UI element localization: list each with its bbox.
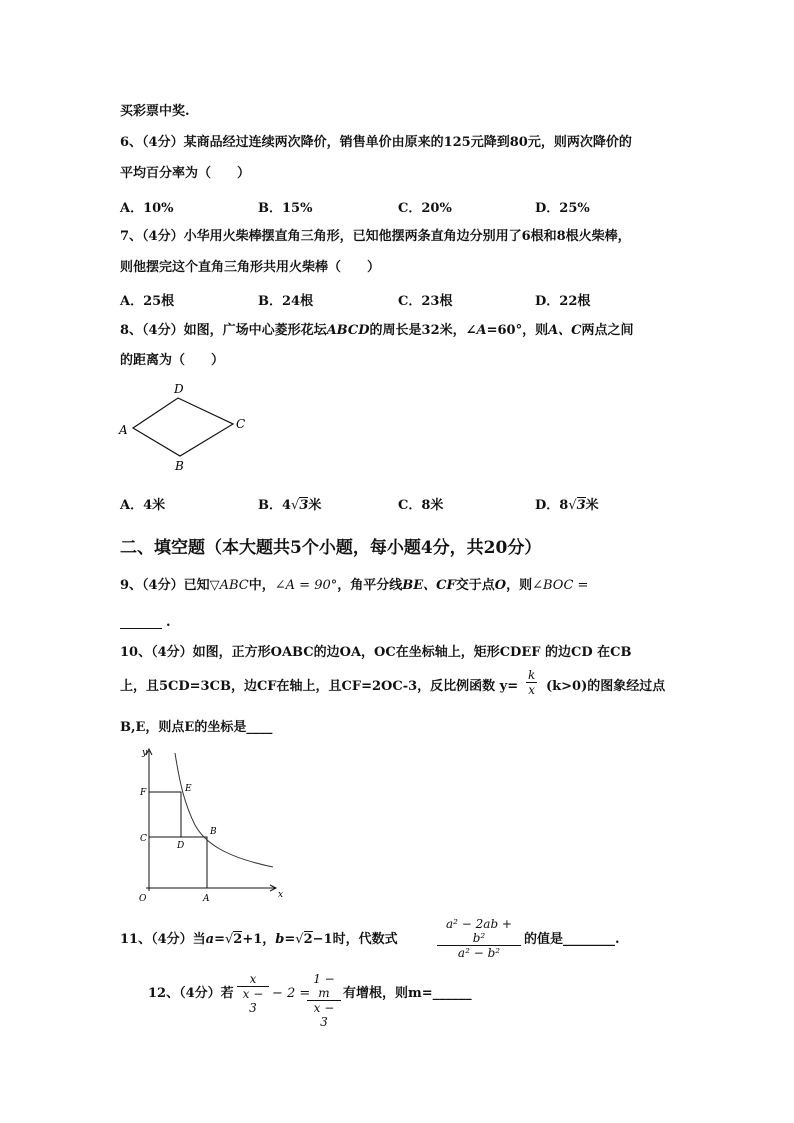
q10-line3: B,E，则点E的坐标是____: [120, 720, 273, 735]
q11-fraction: a² − 2ab + b² a² − b²: [437, 917, 521, 960]
q8-line2: 的距离为（ ）: [120, 353, 225, 368]
q6-line2: 平均百分率为（ ）: [120, 166, 251, 181]
q6-line1: 6、（4分）某商品经过连续两次降价，销售单价由原来的125元降到80元，则两次降价的: [120, 135, 632, 150]
q8-option-b[interactable]: B．4√3米: [258, 498, 322, 513]
q7-option-b[interactable]: B．24根: [258, 294, 314, 309]
q9-answer-blank[interactable]: [120, 614, 162, 629]
hyperbola-curve: [175, 753, 273, 867]
q12-mid: − 2 =: [272, 986, 311, 1001]
label-c: C: [140, 834, 147, 844]
continued-text: 买彩票中奖.: [120, 104, 190, 119]
q10-fraction: k x: [528, 668, 536, 697]
rhombus-label-b: B: [175, 459, 184, 473]
rhombus-label-c: C: [236, 417, 246, 431]
q12-post: 有增根，则m=______: [343, 986, 472, 1001]
q6-option-c[interactable]: C．20%: [398, 201, 452, 216]
label-y: y: [142, 748, 148, 758]
q8-option-c[interactable]: C．8米: [398, 498, 444, 513]
q8-line1: 8、（4分）如图，广场中心菱形花坛ABCD的周长是32米，∠A=60°，则A、C两点之间: [120, 323, 634, 338]
q9-line: 9、（4分）已知▽ABC中，∠A = 90°，角平分线BE、CF交于点O，则∠BOC =: [120, 578, 589, 593]
q12-fraction-2: 1 − m x − 3: [307, 972, 341, 1029]
q7-option-c[interactable]: C．23根: [398, 294, 453, 309]
label-x: x: [278, 890, 284, 900]
rhombus-shape: [133, 398, 233, 456]
q11-post: 的值是________.: [524, 932, 620, 947]
rhombus-figure: [115, 378, 265, 478]
q10-line2-post: (k>0)的图象经过点: [546, 679, 666, 694]
q7-line1: 7、（4分）小华用火柴棒摆直角三角形，已知他摆两条直角边分别用了6根和8根火柴棒，: [120, 229, 631, 244]
rhombus-label-d: D: [174, 382, 184, 396]
q7-option-d[interactable]: D．22根: [535, 294, 591, 309]
label-a: A: [203, 894, 210, 904]
rhombus-label-a: A: [119, 423, 128, 437]
label-b: B: [210, 827, 217, 837]
q9-period: .: [166, 615, 171, 630]
q7-line2: 则他摆完这个直角三角形共用火柴棒（ ）: [120, 260, 381, 275]
label-f: F: [140, 788, 147, 798]
q10-line1: 10、（4分）如图，正方形OABC的边OA，OC在坐标轴上，矩形CDEF 的边CD 在CB: [120, 645, 632, 660]
rect-cdef: [149, 792, 181, 837]
q8-option-d[interactable]: D．8√3米: [535, 498, 599, 513]
q10-line2-pre: 上，且5CD=3CB，边CF在轴上，且CF=2OC-3，反比例函数 y=: [120, 679, 519, 694]
q6-option-b[interactable]: B．15%: [258, 201, 313, 216]
q6-option-d[interactable]: D．25%: [535, 201, 590, 216]
label-d: D: [177, 841, 185, 851]
q10-graph: [130, 745, 290, 905]
q8-option-a[interactable]: A．4米: [120, 498, 166, 513]
label-o: O: [139, 894, 147, 904]
q6-option-a[interactable]: A．10%: [120, 201, 174, 216]
q12-pre: 12、（4分）若: [148, 986, 234, 1001]
section-heading: 二、填空题（本大题共5个小题，每小题4分，共20分）: [120, 538, 542, 558]
q11-line: 11、（4分）当a=√2+1，b=√2−1时，代数式: [120, 932, 398, 947]
label-e: E: [185, 784, 192, 794]
q12-fraction-1: x x − 3: [237, 972, 269, 1015]
q7-option-a[interactable]: A．25根: [120, 294, 175, 309]
